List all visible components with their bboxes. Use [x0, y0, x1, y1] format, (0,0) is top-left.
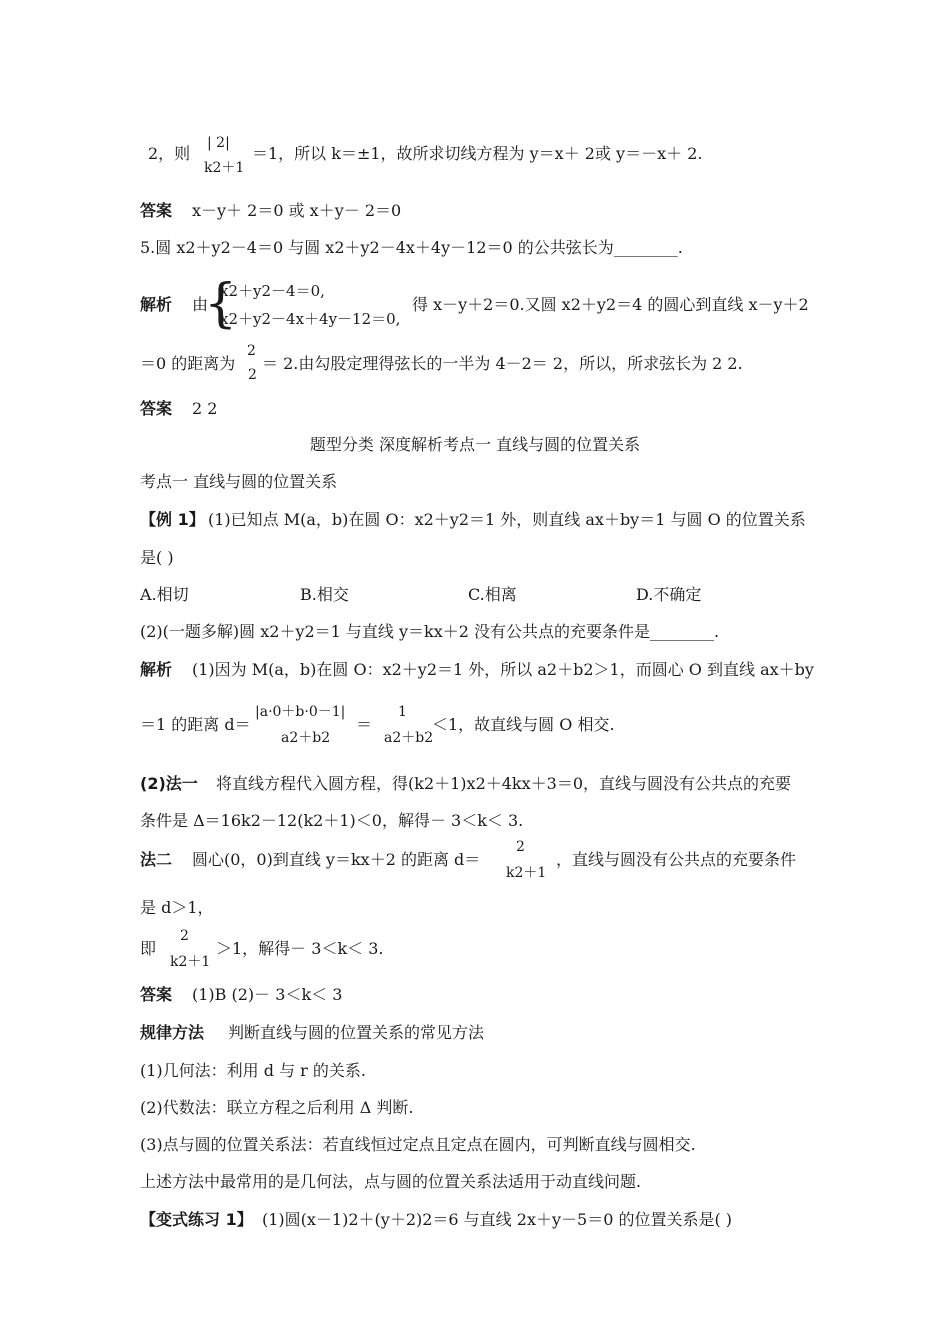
example-label: 【例 1】 [140, 510, 205, 529]
option-b: B.相交 [300, 585, 349, 604]
exercise-label: 【变式练习 1】 [140, 1210, 253, 1229]
fraction-denominator: a2＋b2 [384, 730, 434, 746]
text-line: 是( ) [140, 548, 174, 567]
method-item: (3)点与圆的位置关系法：若直线恒过定点且定点在圆内，可判断直线与圆相交. [140, 1135, 696, 1154]
section-title: 题型分类 深度解析考点一 直线与圆的位置关系 [309, 435, 641, 454]
fraction-numerator: 2 [247, 343, 256, 359]
answer-label: 答案 [140, 201, 173, 220]
text-line: ，直线与圆没有公共点的充要条件 [556, 850, 797, 869]
text-line: ＝1 的距离 d＝ [140, 715, 251, 734]
text-line: (1)已知点 M(a，b)在圆 O：x2＋y2＝1 外，则直线 ax＋by＝1 与圆 O 的位置关系 [208, 510, 806, 529]
system-equation: x2＋y2－4x＋4y－12＝0, [220, 310, 401, 328]
fraction-numerator: | 2| [207, 135, 230, 151]
option-a: A.相切 [140, 585, 189, 604]
fraction-numerator: |a·0＋b·0－1| [255, 704, 346, 720]
text-line: 是 d＞1， [140, 898, 214, 917]
text-line: ＜1，故直线与圆 O 相交. [432, 715, 615, 734]
method-item: (1)几何法：利用 d 与 r 的关系. [140, 1061, 366, 1080]
option-d: D.不确定 [636, 585, 702, 604]
text-line: (2)(一题多解)圆 x2＋y2＝1 与直线 y＝kx＋2 没有公共点的充要条件是________. [140, 622, 720, 641]
answer-label: 答案 [140, 985, 173, 1004]
fraction-denominator: k2＋1 [204, 160, 245, 176]
text-line: ＞1，解得－ 3＜k＜ 3. [216, 939, 384, 958]
answer-text: 2 2 [192, 399, 218, 418]
text-line: ＝1，所以 k＝±1，故所求切线方程为 y＝x＋ 2或 y＝－x＋ 2. [252, 144, 703, 163]
text-line: 条件是 Δ＝16k2－12(k2＋1)＜0，解得－ 3＜k＜ 3. [140, 811, 524, 830]
text-line: 由 [192, 295, 209, 314]
system-brace: { [204, 274, 238, 334]
fraction-numerator: 1 [398, 704, 407, 720]
topic-heading: 考点一 直线与圆的位置关系 [140, 472, 338, 491]
text-line: 即 [140, 939, 157, 958]
fraction-numerator: 2 [180, 928, 189, 944]
text-line: 2，则 [148, 144, 191, 163]
method-label: (2)法一 [140, 774, 198, 793]
text-line: 将直线方程代入圆方程，得(k2＋1)x2＋4kx＋3＝0，直线与圆没有公共点的充要 [216, 774, 792, 793]
question-5: 5.圆 x2＋y2－4＝0 与圆 x2＋y2－4x＋4y－12＝0 的公共弦长为________. [140, 238, 683, 257]
text-line: ＝0 的距离为 [140, 354, 236, 373]
text-line: 上述方法中最常用的是几何法，点与圆的位置关系法适用于动直线问题. [140, 1172, 642, 1191]
answer-label: 答案 [140, 399, 173, 418]
text-line: (1)因为 M(a，b)在圆 O：x2＋y2＝1 外，所以 a2＋b2＞1，而圆心 O 到直线 ax＋by [192, 660, 814, 679]
text-line: 判断直线与圆的位置关系的常见方法 [228, 1023, 485, 1042]
method-item: (2)代数法：联立方程之后利用 Δ 判断. [140, 1098, 414, 1117]
fraction-numerator: 2 [516, 839, 525, 855]
text-line: 圆心(0，0)到直线 y＝kx＋2 的距离 d＝ [192, 850, 481, 869]
analysis-label: 解析 [140, 660, 173, 679]
option-c: C.相离 [468, 585, 517, 604]
text-line: 得 x－y＋2＝0.又圆 x2＋y2＝4 的圆心到直线 x－y＋2 [412, 295, 809, 314]
answer-text: x－y＋ 2＝0 或 x＋y－ 2＝0 [192, 201, 402, 220]
answer-text: (1)B (2)－ 3＜k＜ 3 [192, 985, 343, 1004]
fraction-denominator: k2＋1 [506, 865, 547, 881]
method-label: 法二 [140, 850, 173, 869]
analysis-label: 解析 [140, 295, 173, 314]
fraction-denominator: k2＋1 [170, 954, 211, 970]
fraction-denominator: a2＋b2 [281, 730, 331, 746]
text-line: ＝ [356, 715, 373, 734]
rule-label: 规律方法 [140, 1023, 205, 1042]
text-line: (1)圆(x－1)2＋(y＋2)2＝6 与直线 2x＋y－5＝0 的位置关系是( ) [262, 1210, 733, 1229]
fraction-denominator: 2 [248, 367, 257, 383]
text-line: ＝ 2.由勾股定理得弦长的一半为 4－2＝ 2，所以，所求弦长为 2 2. [262, 354, 743, 373]
system-equation: x2＋y2－4＝0, [220, 282, 325, 300]
